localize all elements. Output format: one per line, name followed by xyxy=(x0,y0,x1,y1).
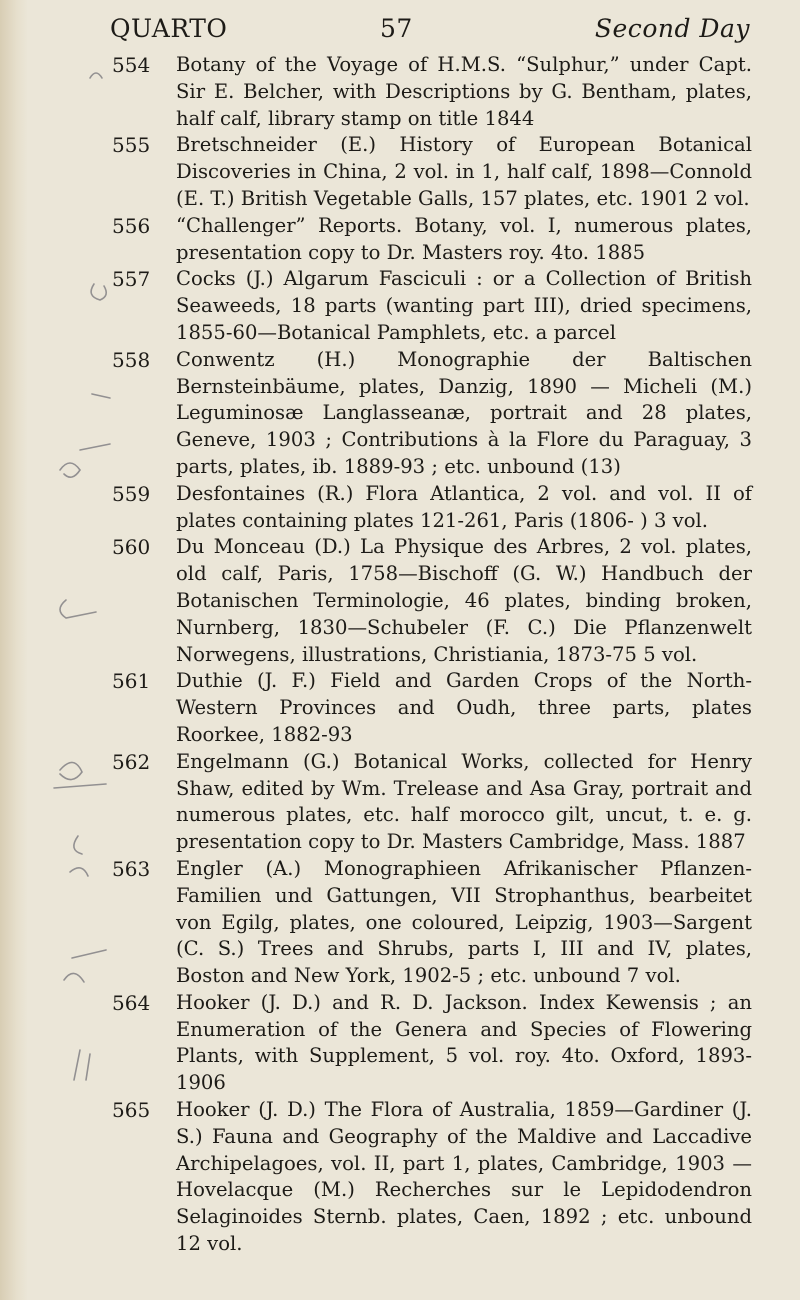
lot-description: Botany of the Voyage of H.M.S. “Sulphur,” under Capt. Sir E. Belcher, with Descriptions by G. Bentham, plates, half calf, library stamp on title 1844 xyxy=(176,53,752,130)
lot-number: 554 xyxy=(112,53,151,77)
lot-entry xyxy=(112,990,752,1097)
header-format: QUARTO xyxy=(110,14,228,43)
lot-description: Conwentz (H.) Monographie der Baltischen Bernsteinbäume, plates, Danzig, 1890 — Micheli (M.) Leguminosæ Langlasseanæ, portrait and 28 plates, Geneve, 1903 ; Contributions à la Flore du Paraguay, 3 parts, plates, ib. 1889-93 ; etc. unbound (13) xyxy=(176,347,752,478)
lot-description: Engelmann (G.) Botanical Works, collected for Henry Shaw, edited by Wm. Trelease and Asa Gray, portrait and numerous plates, etc. half morocco gilt, uncut, t. e. g. presentation copy to Dr. Masters Cambridge, Mass. 1887 xyxy=(176,749,752,854)
lot-entry xyxy=(112,213,752,267)
lot-number: 565 xyxy=(112,1098,151,1123)
lot-entry xyxy=(112,481,752,535)
lot-entry xyxy=(112,347,752,481)
lot-number: 556 xyxy=(112,213,151,238)
lot-number: 561 xyxy=(112,669,151,694)
lot-entry xyxy=(112,534,752,668)
lot-description: “Challenger” Reports. Botany, vol. I, numerous plates, presentation copy to Dr. Masters roy. 4to. 1885 xyxy=(176,213,752,264)
lot-number: 563 xyxy=(112,856,151,881)
lot-entry xyxy=(112,668,752,748)
lot-description: Bretschneider (E.) History of European Botanical Discoveries in China, 2 vol. in 1, half calf, 1898—Connold (E. T.) British Vegetable Galls, 157 plates, etc. 1901 2 vol. xyxy=(176,133,752,210)
page-number: 57 xyxy=(380,14,413,43)
lot-description: Desfontaines (R.) Flora Atlantica, 2 vol. and vol. II of plates containing plates 121-261, Paris (1806- ) 3 vol. xyxy=(176,481,752,532)
lot-entry xyxy=(112,1097,752,1258)
lot-number: 560 xyxy=(112,535,151,560)
lot-entry xyxy=(112,52,752,132)
lot-description: Hooker (J. D.) and R. D. Jackson. Index Kewensis ; an Enumeration of the Genera and Species of Flowering Plants, with Supplement, 5 vol. roy. 4to. Oxford, 1893-1906 xyxy=(176,990,752,1095)
lot-description: Duthie (J. F.) Field and Garden Crops of the North-Western Provinces and Oudh, three parts, plates Roorkee, 1882-93 xyxy=(176,669,752,746)
lot-description: Du Monceau (D.) La Physique des Arbres, 2 vol. plates, old calf, Paris, 1758—Bischoff (G. W.) Handbuch der Botanischen Terminologie, 46 plates, binding broken, Nurnberg, 1830—Schubeler (F. C.) Die Pflanzenwelt Norwegens, illustrations, Christiania, 1873-75 5 vol. xyxy=(176,535,752,666)
lot-description: Cocks (J.) Algarum Fasciculi : or a Collection of British Seaweeds, 18 parts (wanting part III), dried specimens, 1855-60—Botanical Pamphlets, etc. a parcel xyxy=(176,267,752,344)
lot-entry xyxy=(112,749,752,856)
lot-number: 558 xyxy=(112,347,151,372)
handwritten-margin-marks xyxy=(20,0,130,1300)
lot-description: Hooker (J. D.) The Flora of Australia, 1859—Gardiner (J. S.) Fauna and Geography of the Maldive and Laccadive Archipelagoes, vol. II, part 1, plates, Cambridge, 1903 — Hovelacque (M.) Recherches sur le Lepidodendron Selaginoides Sternb. plates, Caen, 1892 ; etc. unbound 12 vol. xyxy=(176,1098,752,1256)
lot-number: 559 xyxy=(112,481,151,506)
lot-number: 557 xyxy=(112,267,151,292)
lot-entry xyxy=(112,856,752,990)
lot-number: 564 xyxy=(112,990,151,1015)
page-header xyxy=(110,6,750,50)
lot-number: 555 xyxy=(112,133,151,158)
lot-entry xyxy=(112,266,752,346)
header-sale-day: Second Day xyxy=(594,14,750,43)
lot-number: 562 xyxy=(112,749,151,774)
lot-entry xyxy=(112,132,752,212)
lot-description: Engler (A.) Monographieen Afrikanischer Pflanzen-Familien und Gattungen, VII Strophanthus, bearbeitet von Egilg, plates, one coloured, Leipzig, 1903—Sargent (C. S.) Trees and Shrubs, parts I, III and IV, plates, Boston and New York, 1902-5 ; etc. unbound 7 vol. xyxy=(176,856,752,988)
lot-list xyxy=(112,52,752,1258)
